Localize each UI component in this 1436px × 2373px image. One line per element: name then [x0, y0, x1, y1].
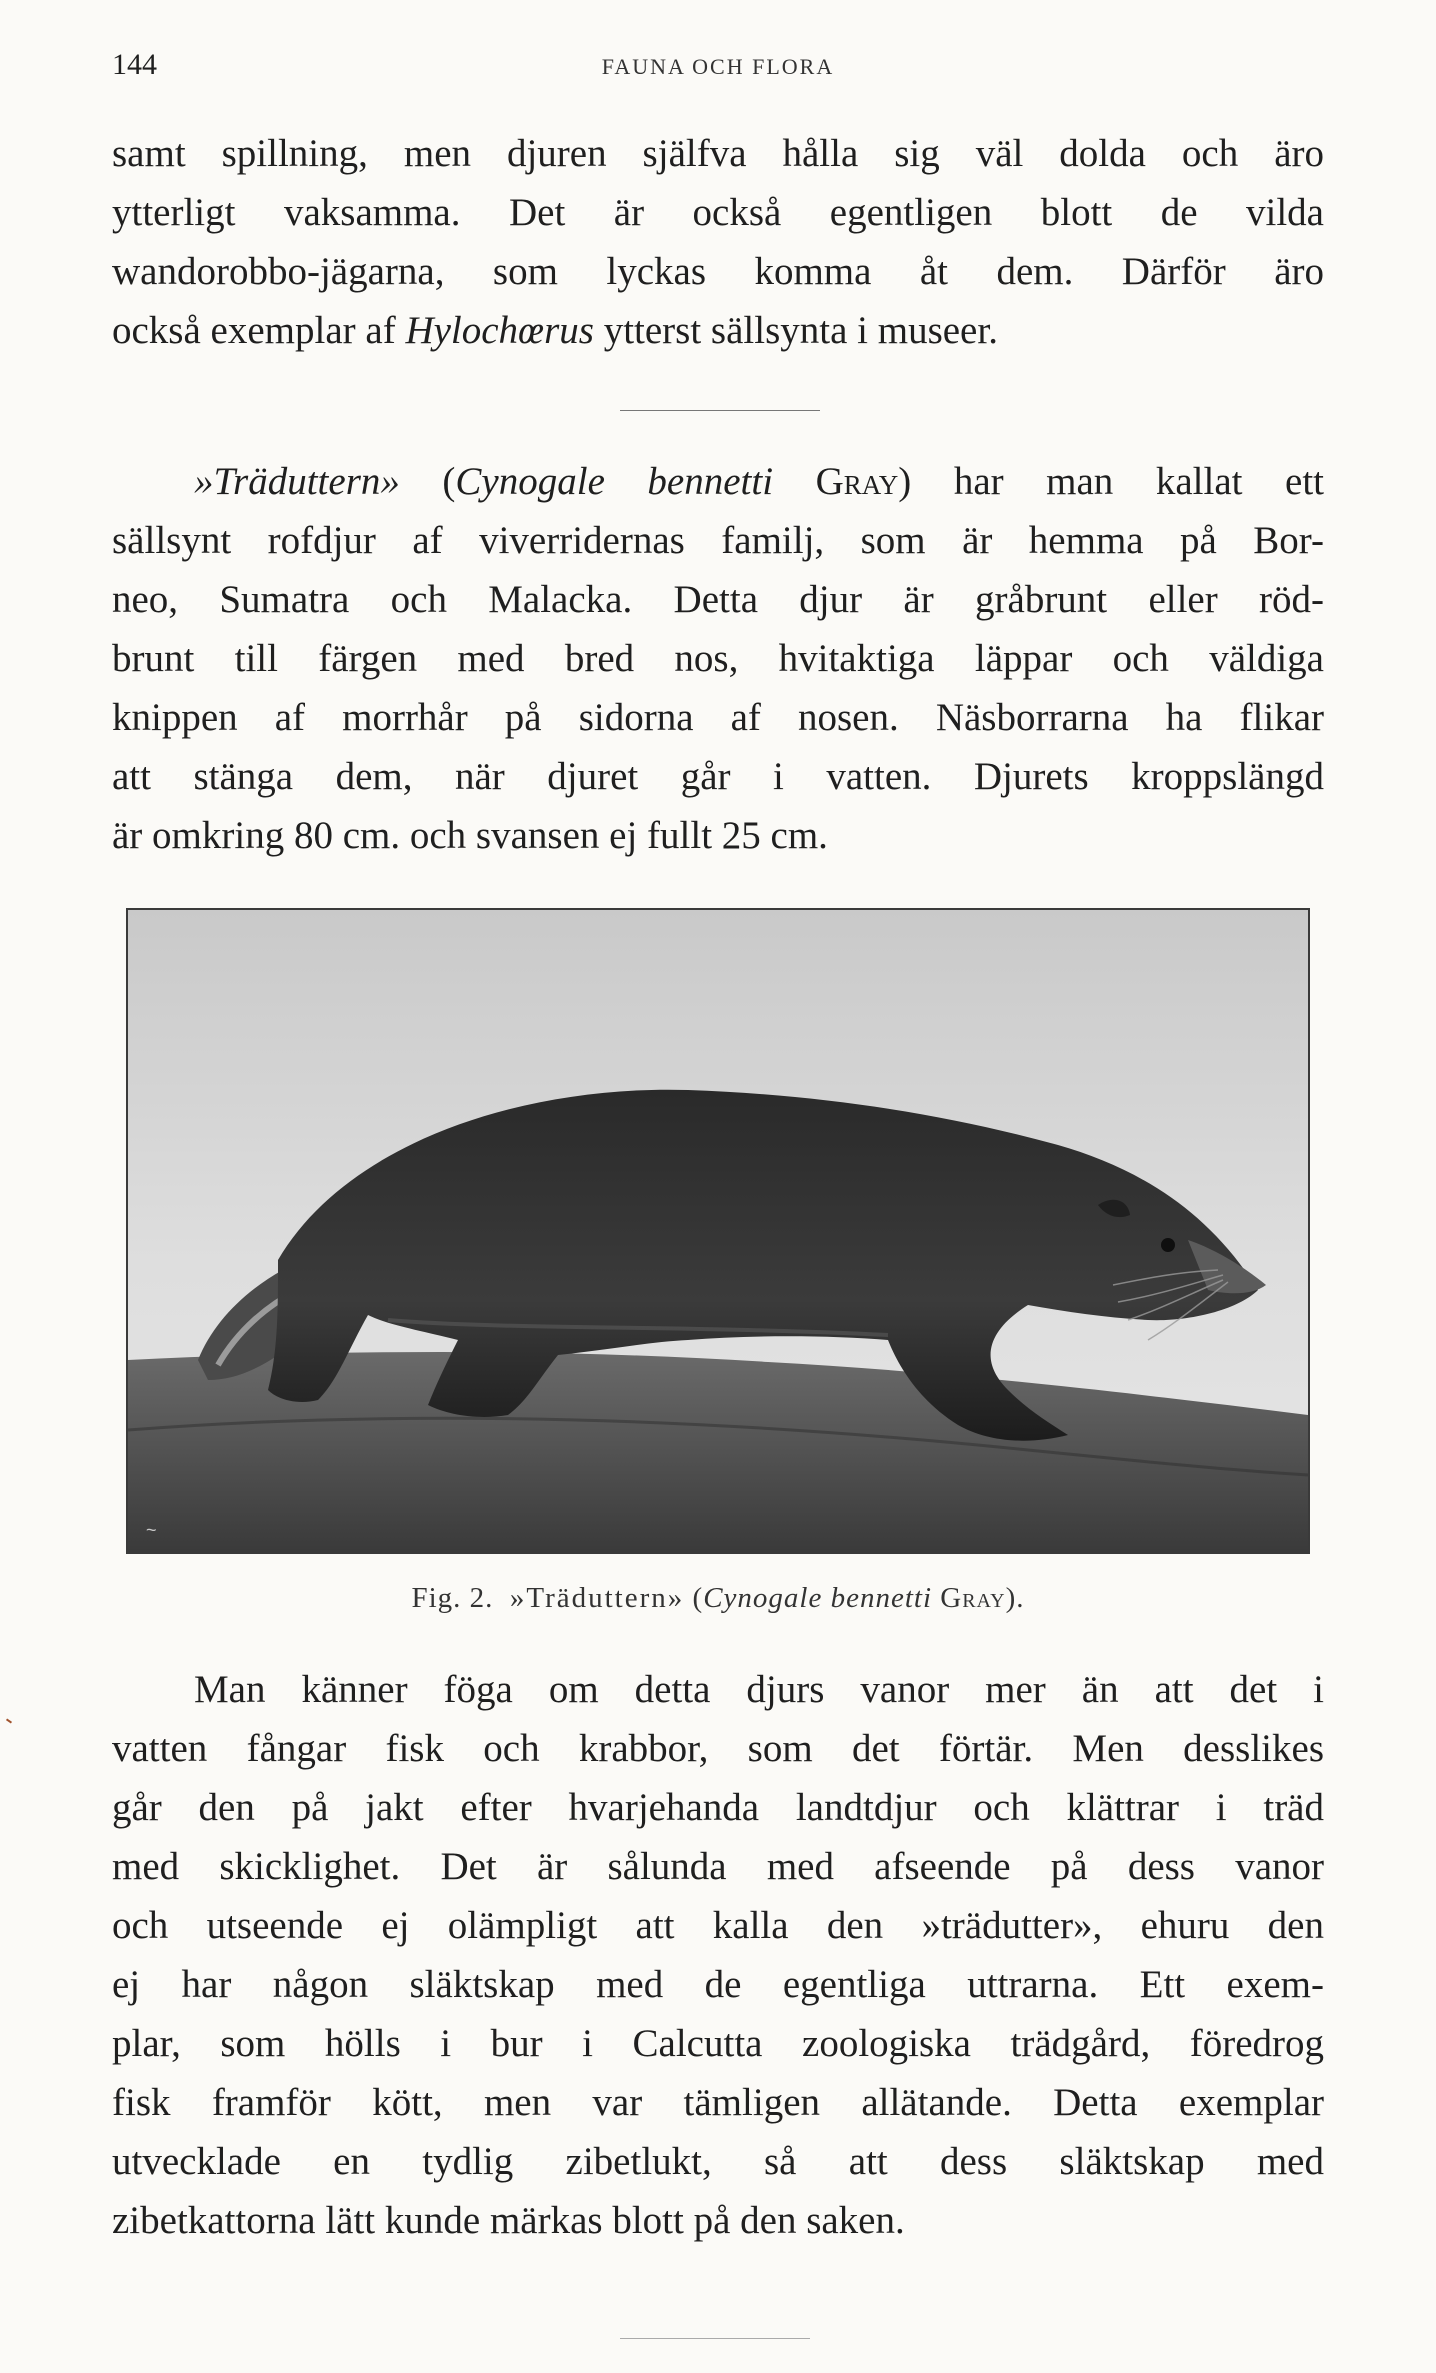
text-run: ( — [399, 460, 456, 503]
margin-mark — [6, 1718, 12, 1723]
text-line: neo, Sumatra och Malacka. Detta djur är gråbrunt eller röd- — [112, 578, 1324, 621]
page-number: 144 — [112, 48, 157, 81]
caption-label: Fig. 2. — [411, 1582, 494, 1614]
paragraph-2 — [112, 452, 1324, 865]
text-line: zibetkattorna lätt kunde märkas blott på den saken. — [112, 2199, 905, 2242]
text-line: går den på jakt efter hvarjehanda landtdjur och klättrar i träd — [112, 1786, 1324, 1829]
text-line: wandorobbo-jägarna, som lyckas komma åt dem. Därför äro — [112, 250, 1324, 293]
caption-title: »Träduttern» — [509, 1582, 685, 1614]
text-line — [112, 301, 1324, 360]
text-line: med skicklighet. Det är sålunda med afseende på dess vanor — [112, 1845, 1324, 1888]
text-line: att stänga dem, när djuret går i vatten. Djurets kroppslängd — [112, 755, 1324, 798]
text-line — [112, 452, 1324, 511]
text-line: brunt till färgen med bred nos, hvitaktiga läppar och väldiga — [112, 637, 1324, 680]
text-line: fisk framför kött, men var tämligen allätande. Detta exemplar — [112, 2081, 1324, 2124]
text-line: och utseende ej olämpligt att kalla den »trädutter», ehuru den — [112, 1904, 1324, 1947]
text-line: utvecklade en tydlig zibetlukt, så att dess släktskap med — [112, 2140, 1324, 2183]
text-line: plar, som hölls i bur i Calcutta zoologiska trädgård, föredrog — [112, 2022, 1324, 2065]
bottom-rule — [620, 2338, 810, 2339]
author-name: Gray — [815, 460, 899, 503]
text-line: ytterligt vaksamma. Det är också egentligen blott de vilda — [112, 191, 1324, 234]
text-line: är omkring 80 cm. och svansen ej fullt 25 cm. — [112, 814, 828, 857]
paragraph-1 — [112, 124, 1324, 360]
caption-species: Cynogale bennetti — [703, 1582, 933, 1614]
page-header — [112, 48, 1324, 88]
text-line: Man känner föga om detta djurs vanor mer än att det i — [194, 1668, 1324, 1711]
text-line: sällsynt rofdjur af viverridernas familj, som är hemma på Bor- — [112, 519, 1324, 562]
common-name: »Träduttern» — [194, 460, 400, 503]
figure-caption — [0, 1582, 1436, 1615]
caption-author: Gray — [940, 1582, 1006, 1614]
text-run: också exemplar af — [112, 309, 406, 352]
text-line: samt spillning, men djuren själfva hålla sig väl dolda och äro — [112, 132, 1324, 175]
text-run: ytterst sällsynta i museer. — [593, 309, 998, 352]
text-line: knippen af morrhår på sidorna af nosen. Näsborrarna ha flikar — [112, 696, 1324, 739]
species-name: Cynogale bennetti — [455, 460, 774, 503]
running-head: FAUNA OCH FLORA — [601, 54, 835, 79]
animal-photograph — [126, 908, 1310, 1554]
genus-name: Hylochœrus — [405, 309, 594, 352]
text-line: ej har någon släktskap med de egentliga uttrarna. Ett exem- — [112, 1963, 1324, 2006]
text-run — [773, 460, 816, 503]
caption-open: ( — [692, 1582, 704, 1614]
paragraph-3 — [112, 1660, 1324, 2250]
svg-text:~: ~ — [146, 1520, 157, 1540]
text-run: ) har man kallat ett — [898, 460, 1324, 503]
section-divider — [620, 410, 820, 411]
text-line: vatten fångar fisk och krabbor, som det förtär. Men desslikes — [112, 1727, 1324, 1770]
otter-civet-illustration — [128, 910, 1308, 1552]
caption-close: ). — [1005, 1582, 1025, 1614]
